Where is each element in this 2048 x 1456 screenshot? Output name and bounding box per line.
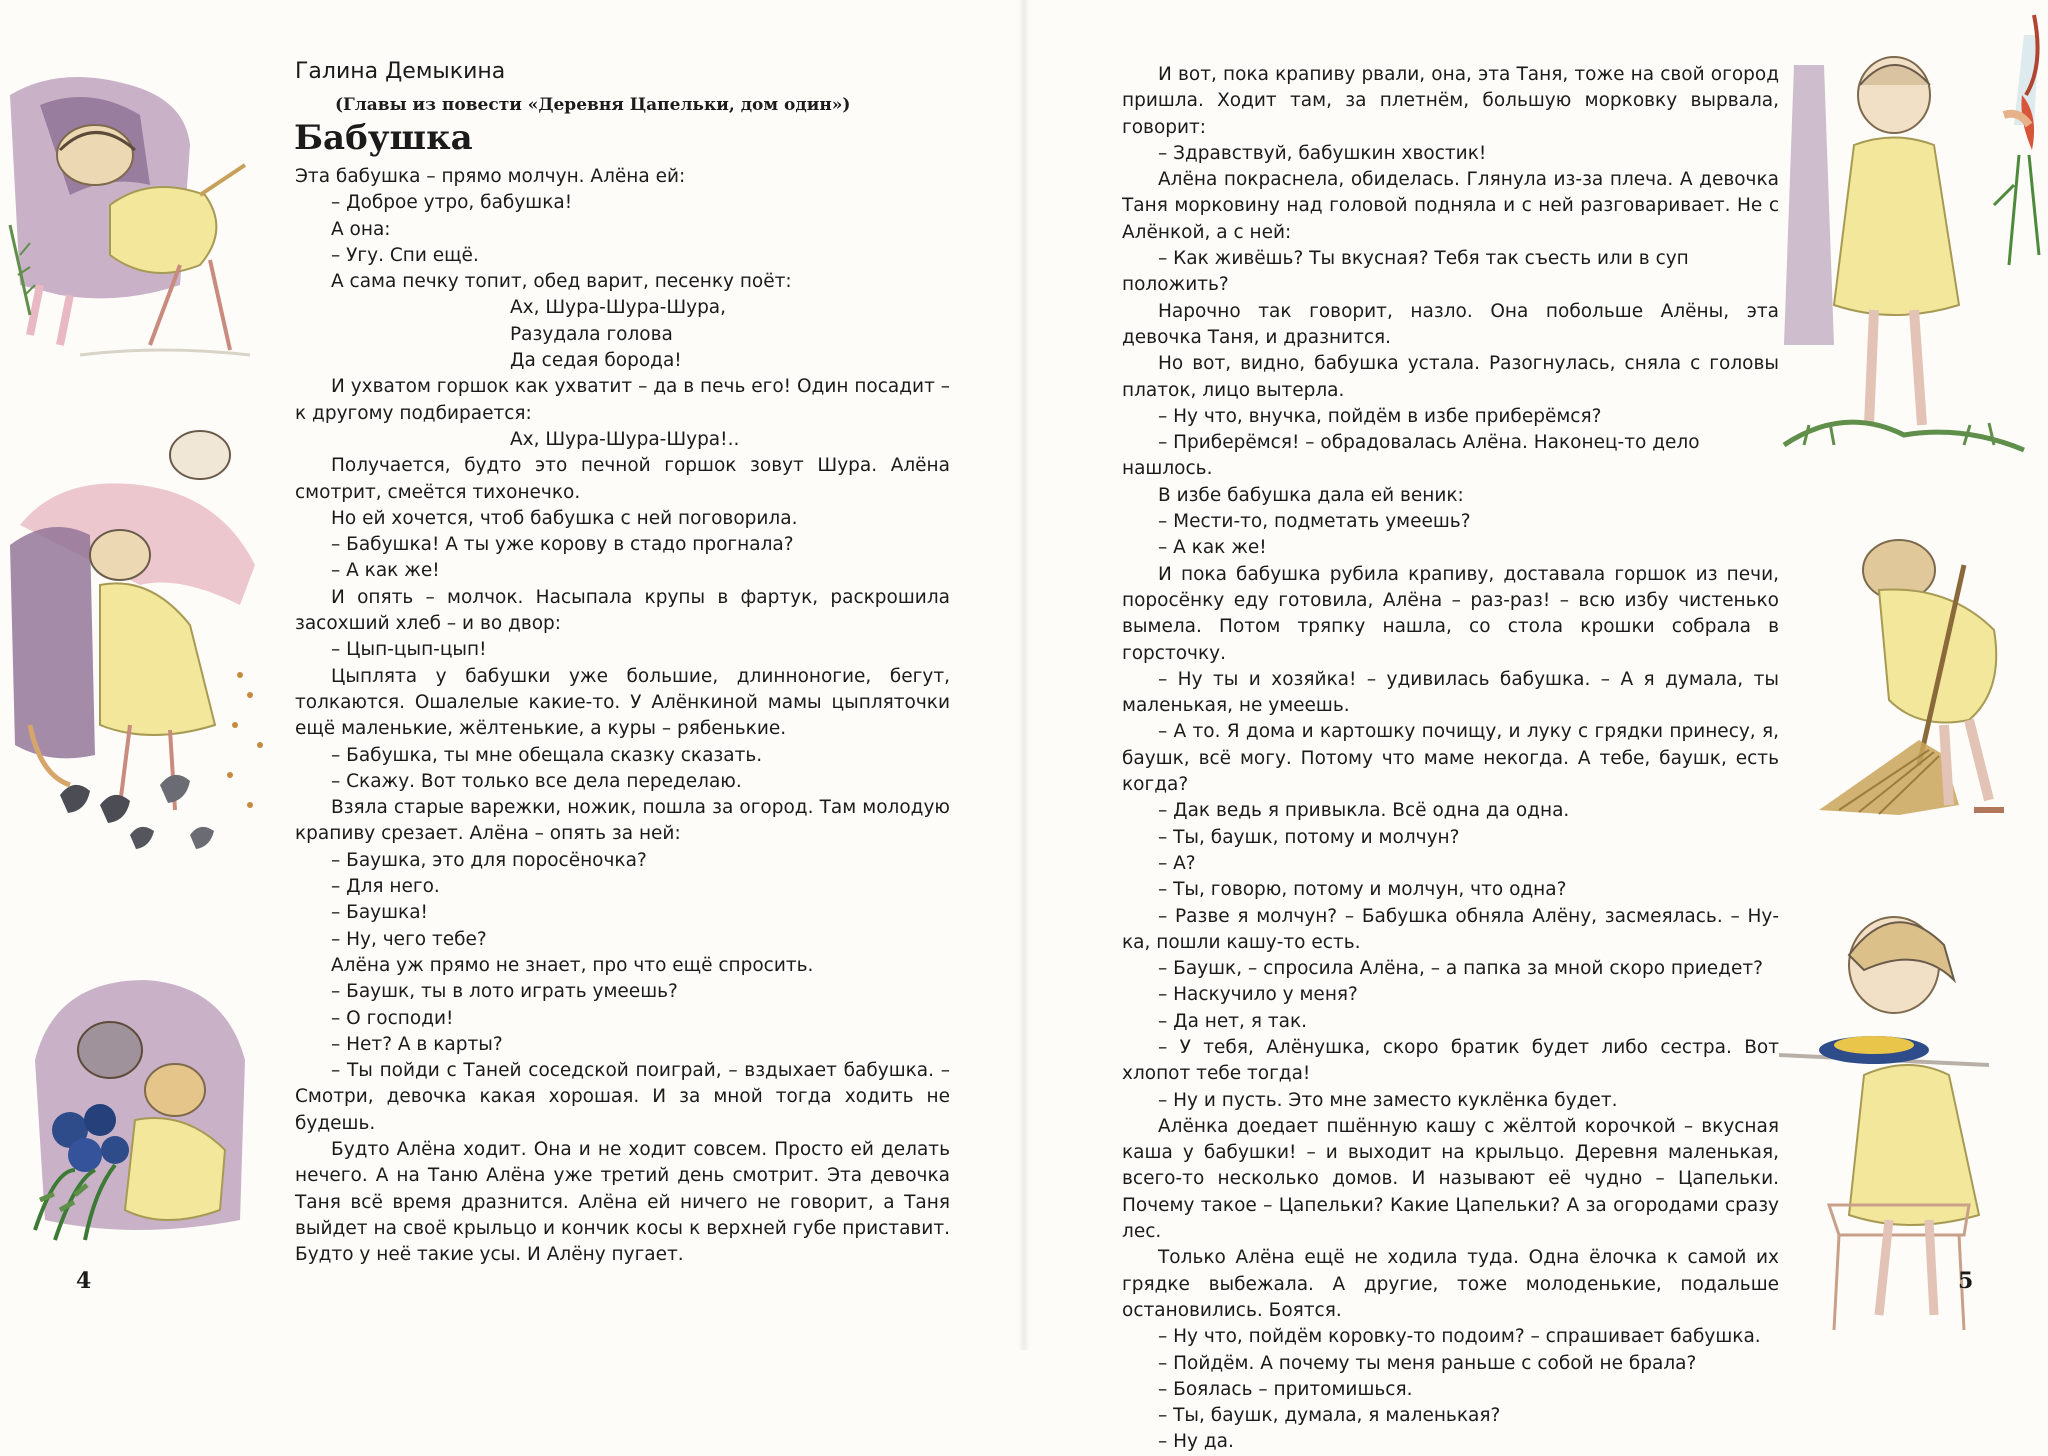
paragraph: Нарочно так говорит, назло. Она побольше Алёны, эта девочка Таня, и дразнится. [1122, 300, 1779, 348]
paragraph: – Баушка, это для поросёночка? [331, 849, 647, 871]
illustration-grandma-and-girl [0, 55, 280, 365]
paragraph: Алёна уж прямо не знает, про что ещё спросить. [331, 954, 814, 976]
paragraph: – Ну что, пойдём коровку-то подоим? – спрашивает бабушка. [1158, 1326, 1761, 1348]
paragraph: – Нет? А в карты? [331, 1033, 503, 1055]
paragraph: – Дак ведь я привыкла. Всё одна да одна. [1158, 800, 1570, 822]
paragraph: – Цып-цып-цып! [331, 639, 487, 661]
paragraph: – Мести-то, подметать умеешь? [1158, 511, 1471, 533]
chapter-title: Бабушка [294, 118, 473, 158]
paragraph: – Ну да. [1158, 1431, 1234, 1453]
paragraph: – Приберёмся! – обрадовалась Алёна. Наконец-то дело нашлось. [1122, 432, 1700, 480]
paragraph: И пока бабушка рубила крапиву, доставала горшок из печи, поросёнку еду готовила, Алёна – раз-раз! – всю избу чистенько вымела. Потом тряпку нашла, со стола крошки собрала в горсточку. [1122, 563, 1779, 664]
verse-line: Ах, Шура-Шура-Шура!.. [510, 428, 740, 450]
paragraph: Но вот, видно, бабушка устала. Разогнулась, сняла с головы платок, лицо вытерла. [1122, 353, 1779, 401]
paragraph: – Доброе утро, бабушка! [331, 192, 573, 214]
paragraph: – А? [1158, 852, 1196, 874]
right-text-column [1122, 62, 1779, 1456]
illustration-girl-with-carrot [1764, 5, 2048, 475]
illustration-feeding-chickens [0, 425, 285, 870]
verse-line: Разудала голова [510, 323, 673, 345]
paragraph: – Наскучило у меня? [1158, 984, 1358, 1006]
paragraph: – Ты пойди с Таней соседской поиграй, – вздыхает бабушка. – Смотри, девочка какая хорошая. И за мной тогда ходить не будешь. [295, 1060, 950, 1134]
paragraph: – А то. Я дома и картошку почищу, и луку с грядки принесу, я, баушк, всё могу. Потому что маме некогда. А тебе, баушк, есть когда? [1122, 721, 1779, 796]
paragraph: – Угу. Спи ещё. [331, 244, 479, 266]
paragraph: – А как же! [1158, 537, 1267, 559]
paragraph: А сама печку топит, обед варит, песенку поёт: [331, 271, 792, 293]
author-name: Галина Демыкина [295, 59, 506, 84]
paragraph: Эта бабушка – прямо молчун. Алёна ей: [295, 166, 686, 187]
paragraph: И вот, пока крапиву рвали, она, эта Таня, тоже на свой огород пришла. Ходит там, за плетнём, большую морковку вырвала, говорит: [1122, 64, 1779, 138]
paragraph: Будто Алёна ходит. Она и не ходит совсем. Просто ей делать нечего. А на Таню Алёна уже третий день смотрит. Эта девочка Таня всё время дразнится. Алёна ей ничего не говорит, а Таня выйдет на своё крыльцо и кончик косы к верхней губе приставит. Будто у неё такие усы. И Алёну пугает. [295, 1138, 950, 1266]
right-page [1024, 0, 2048, 1453]
paragraph: – Пойдём. А почему ты меня раньше с собой не брала? [1158, 1352, 1697, 1374]
verse-line: Да седая борода! [510, 350, 682, 372]
left-page [0, 0, 1024, 1350]
paragraph: – Баушк, ты в лото играть умеешь? [331, 981, 678, 1003]
paragraph: Взяла старые варежки, ножик, пошла за огород. Там молодую крапиву срезает. Алёна – опять за ней: [295, 797, 950, 845]
paragraph: В избе бабушка дала ей веник: [1158, 484, 1464, 506]
paragraph: Алёнка доедает пшённую кашу с жёлтой корочкой – вкусная каша у бабушки! – и выходит на крыльцо. Деревня маленькая, всего-то несколько домов. И называют её чудно – Цапельки. Почему такое – Цапельки? Какие Цапельки? А за огородами сразу лес. [1122, 1115, 1779, 1243]
page-number: 4 [76, 1268, 92, 1294]
illustration-girl-eating [1769, 875, 2048, 1335]
page-number: 5 [1958, 1268, 1974, 1294]
paragraph: Только Алёна ещё не ходила туда. Одна ёлочка к самой их грядке выбежала. А другие, тоже молоденькие, подальше остановились. Боятся. [1122, 1247, 1779, 1321]
paragraph: И ухватом горшок как ухватит – да в печь его! Один посадит – к другому подбирается: [295, 376, 950, 424]
paragraph: И опять – молчок. Насыпала крупы в фартук, раскрошила засохший хлеб – и во двор: [295, 586, 950, 635]
paragraph: Алёна покраснела, обиделась. Глянула из-за плеча. А девочка Таня морковину над головой подняла и с ней разговаривает. Не с Алёнкой, а с ней: [1122, 169, 1779, 243]
paragraph: – Здравствуй, бабушкин хвостик! [1158, 142, 1487, 164]
paragraph: – Ну что, внучка, пойдём в избе приберёмся? [1158, 405, 1602, 427]
paragraph: – Ну ты и хозяйка! – удивилась бабушка. – А я думала, ты маленькая, не умеешь. [1122, 668, 1779, 717]
subtitle: (Главы из повести «Деревня Цапельки, дом один») [335, 95, 851, 115]
paragraph: – Бабушка, ты мне обещала сказку сказать. [331, 744, 763, 766]
verse-line: Ах, Шура-Шура-Шура, [510, 297, 727, 319]
paragraph: – Баушк, – спросила Алёна, – а папка за мной скоро приедет? [1158, 958, 1763, 980]
paragraph: – А как же! [331, 560, 440, 582]
paragraph: Но ей хочется, чтоб бабушка с ней поговорила. [331, 507, 798, 529]
paragraph: – Ты, баушк, думала, я маленькая? [1158, 1405, 1501, 1427]
paragraph: – Как живёшь? Ты вкусная? Тебя так съесть или в суп положить? [1122, 248, 1689, 296]
left-text-column [295, 164, 950, 1268]
paragraph: – Ну, чего тебе? [331, 928, 487, 950]
paragraph: – Ты, говорю, потому и молчун, что одна? [1158, 879, 1567, 901]
illustration-girl-with-flowers [15, 970, 275, 1260]
paragraph: – Баушка! [331, 902, 428, 924]
paragraph: А она: [331, 218, 391, 240]
illustration-girl-sweeping [1759, 520, 2048, 820]
paragraph: – О господи! [331, 1007, 454, 1029]
paragraph: – Да нет, я так. [1158, 1010, 1307, 1032]
paragraph: – Скажу. Вот только все дела переделаю. [331, 770, 742, 792]
paragraph: – Для него. [331, 876, 440, 898]
paragraph: – Разве я молчун? – Бабушка обняла Алёну, засмеялась. – Ну-ка, пошли кашу-то есть. [1122, 905, 1779, 953]
paragraph: Цыплята у бабушки уже большие, длинноногие, бегут, толкаются. Ошалелые какие-то. У Алёнкиной мамы цыпляточки ещё маленькие, жёлтенькие, а куры – рябенькие. [295, 665, 950, 740]
paragraph: – Ну и пусть. Это мне заместо куклёнка будет. [1158, 1089, 1618, 1111]
paragraph: – Ты, баушк, потому и молчун? [1158, 826, 1460, 848]
paragraph: – Бабушка! А ты уже корову в стадо прогнала? [331, 534, 794, 556]
paragraph: Получается, будто это печной горшок зовут Шура. Алёна смотрит, смеётся тихонечко. [295, 455, 950, 503]
paragraph: – У тебя, Алёнушка, скоро братик будет либо сестра. Вот хлопот тебе тогда! [1122, 1036, 1779, 1085]
paragraph: – Боялась – притомишься. [1158, 1378, 1413, 1400]
